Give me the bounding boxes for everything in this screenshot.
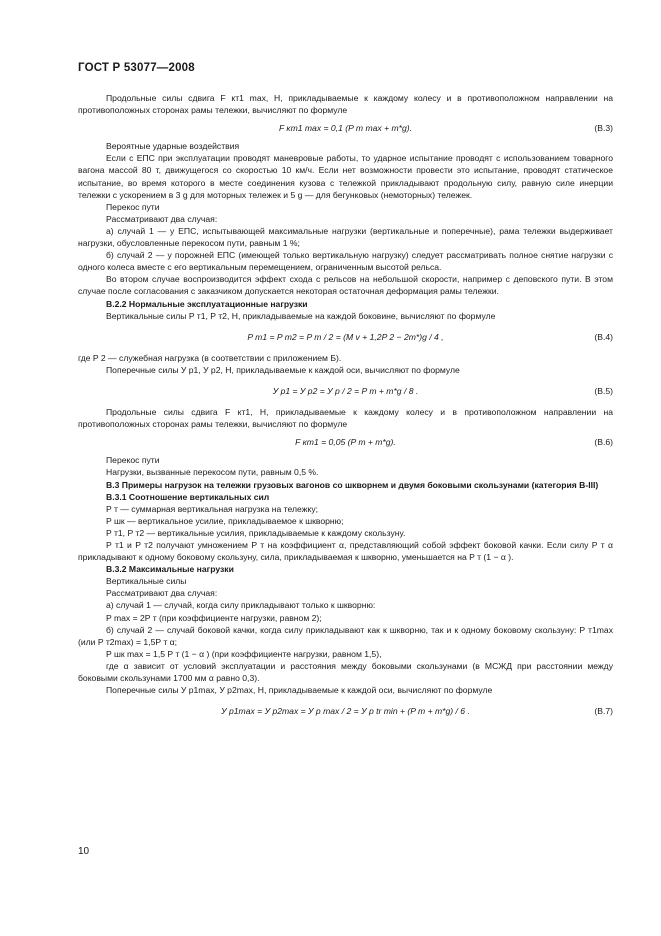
paragraph: Рассматривают два случая:: [106, 588, 218, 599]
formula-expression: У р1max = У р2max = У р max / 2 = У р tr min + (P т + m*g) / 6 .: [221, 706, 470, 717]
paragraph: б) случай 2 — у порожней ЕПС (имеющей только вертикальную нагрузку) следует рассматривать полное снятие нагрузки с одного колеса вместе с его вертикальным перемещением, ограниченным высотой рельса.: [78, 250, 613, 273]
section-heading: B.3.2 Максимальные нагрузки: [106, 564, 234, 575]
paragraph: P т — суммарная вертикальная нагрузка на тележку;: [106, 503, 318, 514]
paragraph: Продольные силы сдвига F кт1 max, Н, прикладываемые к каждому колесу и в противоположном направлении на противоположных сторонах рамы тележки, вычисляют по формуле: [78, 93, 613, 116]
formula-expression: P т1 = P т2 = P т / 2 = (M v + 1,2P 2 − 2m*)g / 4 ,: [247, 331, 444, 342]
paragraph: P max = 2P т (при коэффициенте нагрузки, равном 2);: [106, 612, 322, 623]
paragraph: Вертикальные силы: [106, 576, 187, 587]
page-number: 10: [78, 846, 90, 857]
paragraph: Если с ЕПС при эксплуатации проводят маневровые работы, то ударное испытание проводят с использованием товарного вагона массой 80 т, движущегося со скоростью 10 км/ч. Если нет возможности провести это испытание, проводят статическое испытание, во время которого в месте соединения кузова с тележкой прикладывают продольную силу, равную силе инерции тележки с ускорением в 3 g для моторных тележек и 5 g — для бегунковых (немоторных) тележек.: [78, 153, 613, 200]
paragraph: где α зависит от условий эксплуатации и расстояния между боковыми скользунами (в МСЖД при расстоянии между боковыми скользунами 1700 мм α равно 0,3).: [78, 660, 613, 684]
formula: [78, 436, 613, 448]
formula: [78, 122, 613, 134]
paragraph: где P 2 — служебная нагрузка (в соответствии с приложением Б).: [78, 352, 342, 363]
paragraph: P т1 и P т2 получают умножением P т на коэффициент α, представляющий собой эффект боковой качки. Если силу P т α прикладывают к одному боковому скользуну, сила, прикладываемая к шкворню, уменьшается на P т (1 − α ).: [78, 540, 613, 563]
paragraph: а) случай 1 — случай, когда силу прикладывают только к шкворню:: [106, 600, 376, 611]
paragraph: P т1, P т2 — вертикальные усилия, прикладываемые к каждому скользуну.: [106, 527, 406, 538]
section-heading: B.2.2 Нормальные эксплуатационные нагрузки: [106, 298, 308, 309]
paragraph: Перекос пути: [106, 201, 160, 212]
section-heading: B.3.1 Соотношение вертикальных сил: [106, 491, 270, 502]
formula: [78, 331, 613, 343]
section-heading: B.3 Примеры нагрузок на тележки грузовых вагонов со шкворнем и двумя боковыми скользунами (категория B-III): [106, 479, 599, 490]
paragraph: Поперечные силы У р1max, У р2max, Н, прикладываемые к каждой оси, вычисляют по формуле: [106, 685, 493, 696]
paragraph: Во втором случае воспроизводится эффект схода с рельсов на небольшой скорости, например с деповского пути. В этом случае после согласования с заказчиком допускается некоторая остаточная деформация рамы тележки.: [78, 274, 613, 297]
formula: [78, 705, 613, 717]
paragraph: Вертикальные силы P т1, P т2, Н, прикладываемые на каждой боковине, вычисляют по формуле: [106, 310, 496, 321]
paragraph: Рассматривают два случая:: [106, 213, 218, 224]
paragraph: а) случай 1 — у ЕПС, испытывающей максимальные нагрузки (вертикальные и поперечные), рама тележки выдерживает нагрузки, обусловленные перекосом пути, равным 1 %;: [78, 225, 613, 249]
paragraph: б) случай 2 — случай боковой качки, когда силу прикладывают как к шкворню, так и к одному боковому скользуну: P т1max (или P т2max) = 1,5P т α;: [78, 624, 613, 647]
formula-number: (B.6): [594, 437, 613, 448]
paragraph: P шк max = 1,5 P т (1 − α ) (при коэффициенте нагрузки, равном 1,5),: [106, 648, 382, 659]
formula-expression: У р1 = У р2 = У р / 2 = P т + m*g / 8 .: [272, 385, 419, 396]
document-body: [78, 92, 613, 726]
formula-expression: F кт1 = 0,05 (P т + m*g).: [295, 437, 396, 448]
formula-number: (B.5): [594, 385, 613, 396]
paragraph: Перекос пути: [106, 455, 160, 466]
formula-number: (B.7): [594, 706, 613, 717]
formula-number: (B.3): [594, 123, 613, 134]
paragraph: Продольные силы сдвига F кт1, Н, прикладываемые к каждому колесу и в противоположном направлении на противоположных сторонах рамы тележки, вычисляют по формуле: [78, 407, 613, 430]
paragraph: Вероятные ударные воздействия: [106, 141, 240, 152]
paragraph: P шк — вертикальное усилие, прикладываемое к шкворню;: [106, 515, 344, 526]
formula: [78, 385, 613, 397]
formula-expression: F кт1 max = 0,1 (P т max + m*g).: [278, 123, 413, 134]
formula-number: (B.4): [594, 331, 613, 342]
page-header: ГОСТ Р 53077—2008: [78, 62, 195, 74]
paragraph: Поперечные силы У р1, У р2, Н, прикладываемые к каждой оси, вычисляют по формуле: [106, 364, 460, 375]
paragraph: Нагрузки, вызванные перекосом пути, равным 0,5 %.: [106, 467, 319, 478]
